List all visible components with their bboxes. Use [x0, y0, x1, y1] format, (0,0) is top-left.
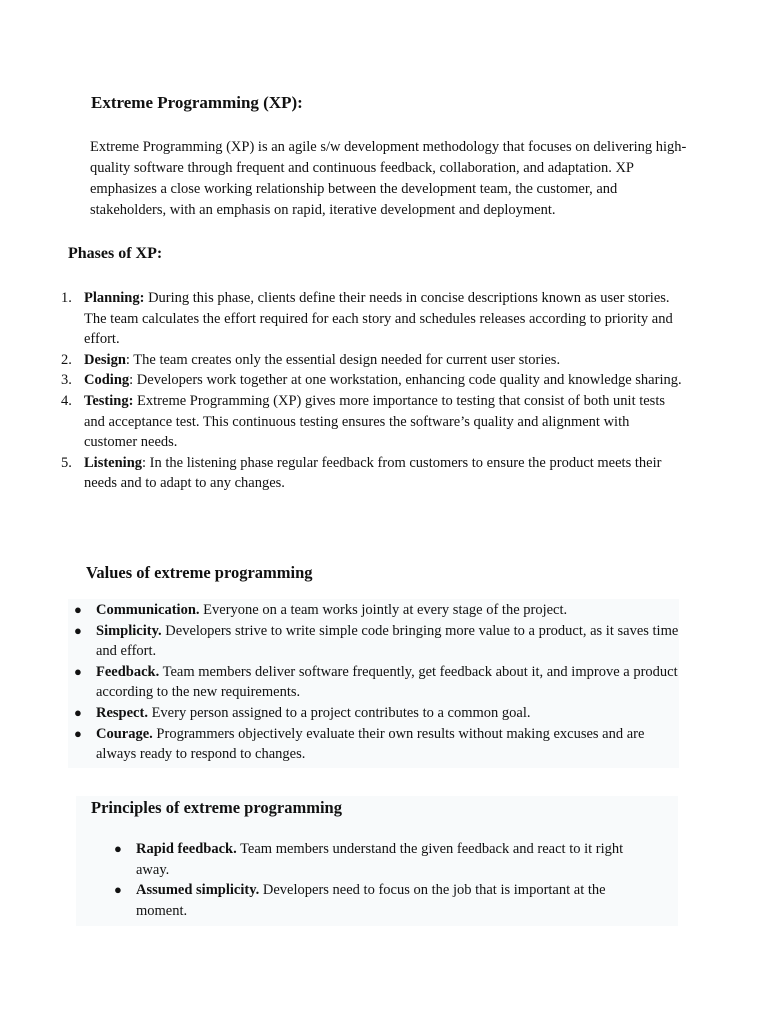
phases-heading: Phases of XP:	[68, 245, 163, 262]
principle-text: Team members understand the given feedback and react to it right away.	[136, 841, 624, 878]
value-term: Communication.	[96, 602, 200, 618]
value-text: Programmers objectively evaluate their own results without making excuses and are always ready to respond to changes.	[96, 725, 645, 763]
list-item	[61, 453, 684, 494]
list-item	[61, 370, 684, 391]
list-number: 5.	[61, 454, 72, 471]
phase-term: Testing:	[84, 392, 134, 409]
value-term: Courage.	[96, 725, 153, 742]
values-heading: Values of extreme programming	[86, 563, 313, 582]
list-number: 4.	[61, 392, 72, 409]
value-text: Developers strive to write simple code bringing more value to a product, as it saves time and effort.	[96, 622, 679, 660]
value-text: Team members deliver software frequently, get feedback about it, and improve a product according to the new requirements.	[96, 663, 678, 701]
bullet-icon: ●	[74, 622, 82, 638]
value-term: Feedback.	[96, 663, 160, 680]
list-item	[74, 724, 686, 765]
list-item	[74, 703, 686, 724]
bullet-icon: ●	[74, 704, 82, 720]
bullet-icon: ●	[74, 725, 82, 741]
value-text: Every person assigned to a project contributes to a common goal.	[147, 704, 531, 721]
values-list	[74, 600, 686, 765]
principle-term: Rapid feedback.	[136, 841, 237, 857]
phase-text: During this phase, clients define their needs in concise descriptions known as user stories. The team calculates the effort required for each story and schedules releases according to priority and effort.	[84, 290, 673, 348]
phase-term: Listening	[84, 454, 143, 471]
list-item	[74, 600, 686, 621]
bullet-icon: ●	[74, 602, 82, 617]
list-number: 1.	[61, 290, 72, 306]
bullet-icon: ●	[114, 882, 122, 898]
principles-list	[114, 839, 656, 921]
page-title: Extreme Programming (XP):	[91, 93, 303, 112]
bullet-icon: ●	[74, 663, 82, 679]
phase-text: : Developers work together at one workstation, enhancing code quality and knowledge sharing.	[129, 372, 682, 389]
principle-text: Developers need to focus on the job that is important at the moment.	[136, 882, 606, 919]
list-number: 3.	[61, 372, 72, 389]
value-text: Everyone on a team works jointly at every stage of the project.	[199, 602, 568, 618]
list-item	[61, 350, 684, 371]
list-item	[114, 880, 656, 921]
phase-text: : In the listening phase regular feedback from customers to ensure the product meets their needs and to adapt to any changes.	[84, 454, 662, 492]
list-number: 2.	[61, 351, 72, 368]
list-item	[74, 621, 686, 662]
list-item	[74, 662, 686, 703]
phase-term: Design	[84, 351, 126, 368]
list-item	[61, 288, 684, 350]
list-item	[61, 391, 684, 453]
phase-text: : The team creates only the essential design needed for current user stories.	[125, 351, 561, 368]
value-term: Respect.	[96, 704, 148, 721]
phase-text: Extreme Programming (XP) gives more importance to testing that consist of both unit tests and acceptance test. This continuous testing ensures the software’s quality and alignment with customer needs.	[84, 392, 666, 451]
principles-heading: Principles of extreme programming	[91, 798, 342, 817]
intro-paragraph: Extreme Programming (XP) is an agile s/w development methodology that focuses on delivering high-quality software through frequent and continuous feedback, collaboration, and adaptation. XP emphasizes a close working relationship between the development team, the customer, and stakeholders, with an emphasis on rapid, iterative development and deployment.	[90, 139, 687, 218]
value-term: Simplicity.	[96, 622, 162, 639]
phases-list	[61, 288, 684, 494]
phase-term: Coding	[84, 372, 130, 389]
list-item	[114, 839, 656, 880]
bullet-icon: ●	[114, 841, 122, 856]
principle-term: Assumed simplicity.	[136, 882, 260, 899]
phase-term: Planning:	[84, 290, 145, 306]
